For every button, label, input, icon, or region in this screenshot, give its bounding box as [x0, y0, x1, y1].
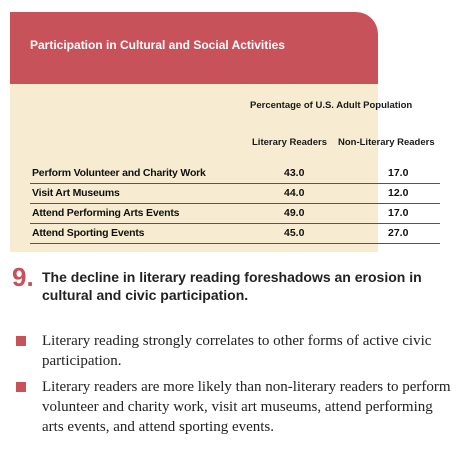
literary-value: 49.0	[284, 207, 305, 219]
section-number: 9.	[12, 262, 34, 292]
table-caption: Percentage of U.S. Adult Population	[250, 100, 413, 111]
section-heading: The decline in literary reading foreshadows an erosion in cultural and civic participation.	[42, 269, 422, 303]
table-row	[30, 224, 440, 244]
column-header-literary: Literary Readers	[252, 137, 327, 148]
panel-title: Participation in Cultural and Social Activities	[30, 38, 285, 52]
bullet-text: Literary reading strongly correlates to other forms of active civic participation.	[42, 333, 432, 369]
literary-value: 43.0	[284, 167, 305, 179]
literary-value: 45.0	[284, 227, 305, 239]
row-divider	[30, 243, 440, 244]
table-row	[30, 164, 440, 184]
row-label: Attend Performing Arts Events	[32, 207, 180, 219]
bullet-text: Literary readers are more likely than non-literary readers to perform volunteer and charity work, visit art museums, attend performing arts events, and attend sporting events.	[42, 379, 451, 435]
table-row	[30, 184, 440, 204]
column-header-nonliterary: Non-Literary Readers	[338, 137, 435, 148]
bullet-square-icon	[16, 336, 26, 346]
table-row	[30, 204, 440, 224]
nonliterary-value: 27.0	[388, 227, 409, 239]
panel-header	[10, 12, 378, 84]
row-label: Attend Sporting Events	[32, 227, 145, 239]
row-label: Perform Volunteer and Charity Work	[32, 167, 206, 179]
row-label: Visit Art Museums	[32, 187, 120, 199]
nonliterary-value: 17.0	[388, 167, 409, 179]
bullet-square-icon	[16, 382, 26, 392]
nonliterary-value: 12.0	[388, 187, 409, 199]
nonliterary-value: 17.0	[388, 207, 409, 219]
literary-value: 44.0	[284, 187, 305, 199]
